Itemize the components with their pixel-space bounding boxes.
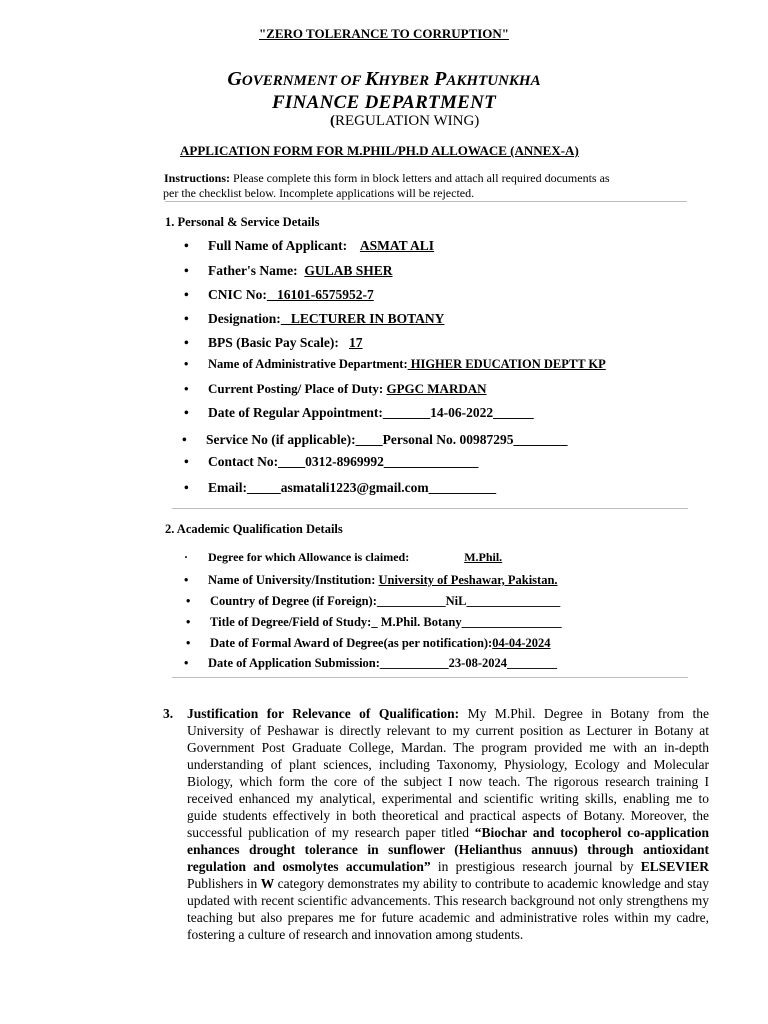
field-label: BPS (Basic Pay Scale): [208, 335, 339, 350]
list-item [184, 656, 557, 671]
bullet: • [184, 405, 189, 420]
list-item [184, 311, 444, 327]
field-label: Degree for which Allowance is claimed: [208, 550, 410, 564]
field-value: ___________NiL_______________ [376, 594, 561, 608]
government-heading: GOVERNMENT OF KHYBER PAKHTUNKHA [227, 68, 541, 90]
list-item [184, 357, 606, 372]
field-label: Name of Administrative Department: [208, 357, 408, 371]
field-value: 04-04-2024 [492, 636, 551, 650]
list-item [184, 550, 502, 565]
bullet: • [184, 238, 189, 253]
field-label: Service No (if applicable): [206, 432, 356, 447]
field-value: ASMAT ALI [359, 238, 435, 253]
bullet: • [186, 636, 191, 650]
bullet: · [184, 550, 189, 564]
field-label: Designation: [208, 311, 281, 326]
wing-heading: (REGULATION WING) [330, 113, 480, 129]
list-item [186, 636, 551, 651]
field-label: Date of Formal Award of Degree(as per notification): [210, 636, 493, 650]
field-value: _ M.Phil. Botany________________ [371, 615, 562, 629]
bullet: • [184, 656, 189, 670]
field-gap [347, 238, 360, 253]
field-value: _____asmatali1223@gmail.com__________ [247, 480, 497, 495]
section-1-title: 1. Personal & Service Details [165, 215, 320, 229]
field-value: LECTURER IN BOTANY [280, 311, 445, 326]
field-value: University of Peshawar, Pakistan. [378, 573, 558, 587]
list-item [184, 573, 558, 588]
bullet: • [184, 335, 189, 350]
section-2-title: 2. Academic Qualification Details [165, 522, 343, 536]
bullet: • [184, 287, 189, 302]
field-label: Date of Regular Appointment: [208, 405, 383, 420]
field-label: Title of Degree/Field of Study: [210, 615, 372, 629]
divider [165, 201, 687, 202]
list-item [184, 287, 374, 303]
department-heading: FINANCE DEPARTMENT [271, 92, 497, 113]
instructions: Instructions: Please complete this form in block letters and attach all required documents as [164, 171, 610, 185]
list-item [186, 615, 562, 630]
bullet: • [184, 311, 189, 326]
field-label: Current Posting/ Place of Duty: [208, 381, 384, 396]
field-label: Contact No: [208, 454, 279, 469]
bullet: • [182, 432, 187, 447]
field-value: 17 [349, 335, 363, 350]
paper-title: “Biochar and tocopherol co-application enhances drought tolerance in sunflower (Helianthus annuus) through antioxidant regulation and osmolytes accumulation” [187, 825, 710, 874]
field-label: Name of University/Institution: [208, 573, 376, 587]
form-title: APPLICATION FORM FOR M.PHIL/PH.D ALLOWACE (ANNEX-A) [180, 143, 579, 158]
bullet: • [184, 480, 189, 495]
category: W [260, 876, 275, 891]
instructions-line-2: per the checklist below. Incomplete applications will be rejected. [163, 186, 475, 200]
section-3-title: Justification for Relevance of Qualification: [187, 706, 460, 721]
field-label: Country of Degree (if Foreign): [210, 594, 377, 608]
justification-paragraph: 3. Justification for Relevance of Qualification: My M.Phil. Degree in Botany from the University of Peshawar is directly relevant to my current position as Lecturer in Botany at Government Post Graduate College, Mardan. The program provided me with an in-depth understanding of plant sciences, including Taxonomy, Physiology, Ecology and Molecular Biology, which form the core of the subject I now teach. The rigorous research training I received enhanced my analytical, experimental and scientific writing skills, enabling me to guide students effectively in both theoretical and practical aspects of Botany. Moreover, the successful publication of my research paper titled “Biochar and tocopherol co-application enhances drought tolerance in sunflower (Helianthus annuus) through antioxidant regulation and osmolytes accumulation” in prestigious research journal by ELSEVIER Publishers in W category demonstrates my ability to contribute to academic knowledge and stay updated with recent scientific advancements. This research background not only strengthens my teaching but also prepares me for future academic and administrative roles within my cadre, fostering a culture of research and innovation among students. [163, 706, 710, 942]
bullet: • [184, 573, 189, 587]
field-gap [339, 335, 349, 350]
publisher: ELSEVIER [640, 859, 710, 874]
field-value: GPGC MARDAN [386, 381, 487, 396]
section-3-number: 3. [163, 706, 174, 721]
field-value: HIGHER EDUCATION DEPTT KP [407, 357, 606, 371]
field-label: Date of Application Submission: [208, 656, 380, 670]
bullet: • [184, 263, 189, 278]
field-value: M.Phil. [464, 550, 503, 564]
slogan: "ZERO TOLERANCE TO CORRUPTION" [258, 26, 510, 41]
field-value: _______14-06-2022______ [382, 405, 534, 420]
field-value: GULAB SHER [304, 263, 393, 278]
bullet: • [186, 615, 191, 629]
list-item [182, 432, 567, 448]
field-value: ___________23-08-2024________ [379, 656, 557, 670]
bullet: • [186, 594, 191, 608]
list-item [184, 335, 363, 351]
list-item [184, 263, 393, 279]
field-label: Full Name of Applicant: [208, 238, 348, 253]
bullet: • [184, 454, 189, 469]
list-item [184, 480, 496, 496]
list-item [186, 594, 560, 609]
divider [172, 508, 688, 509]
field-label: Email: [208, 480, 247, 495]
list-item [184, 454, 478, 470]
field-value: ____Personal No. 00987295________ [355, 432, 568, 447]
bullet: • [184, 357, 189, 371]
field-value: ____0312-8969992______________ [278, 454, 479, 469]
list-item [184, 238, 434, 254]
list-item [184, 381, 487, 397]
divider [172, 677, 688, 678]
field-label: Father's Name: [208, 263, 298, 278]
field-label: CNIC No: [208, 287, 267, 302]
bullet: • [184, 381, 189, 396]
field-value: 16101-6575952-7 [266, 287, 374, 302]
list-item [184, 405, 534, 421]
